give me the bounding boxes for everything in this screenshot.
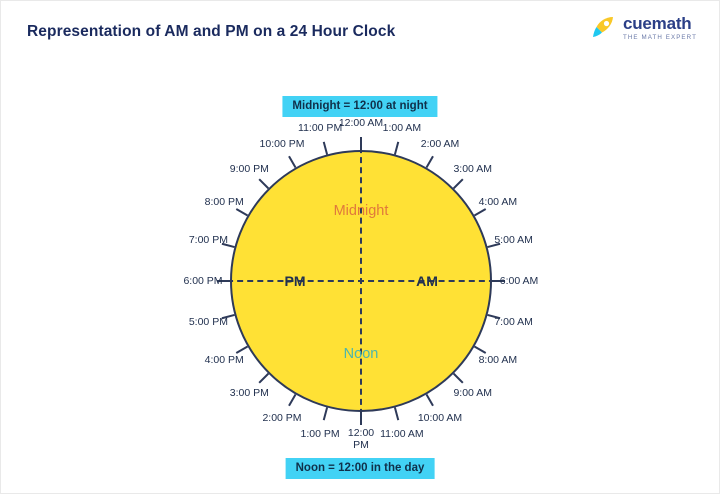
period-word-midnight: Midnight bbox=[333, 203, 389, 219]
hour-label: 5:00 AM bbox=[494, 234, 533, 247]
hour-tick bbox=[474, 346, 486, 354]
hour-label: 7:00 PM bbox=[188, 234, 228, 247]
hour-label: 4:00 AM bbox=[478, 195, 518, 208]
cuemath-logo bbox=[590, 15, 697, 41]
page-title: Representation of AM and PM on a 24 Hour Clock bbox=[27, 23, 396, 40]
banner-midnight: Midnight = 12:00 at night bbox=[282, 96, 437, 117]
logo-tagline: THE MATH EXPERT bbox=[622, 34, 697, 41]
hour-tick bbox=[323, 142, 328, 155]
logo-text-block bbox=[623, 15, 697, 41]
period-word-noon: Noon bbox=[343, 346, 379, 362]
hour-label: 9:00 AM bbox=[453, 386, 492, 399]
hour-tick bbox=[236, 346, 248, 354]
hour-tick bbox=[258, 373, 269, 384]
hour-label: 3:00 AM bbox=[453, 163, 492, 176]
hour-tick bbox=[474, 208, 486, 216]
hour-label: 6:00 AM bbox=[499, 274, 539, 287]
hour-label: 10:00 AM bbox=[417, 411, 463, 424]
hour-tick bbox=[453, 178, 464, 189]
hour-label: 12:00 AM bbox=[338, 116, 384, 129]
hour-label: 9:00 PM bbox=[229, 163, 269, 176]
quadrant-label: AM bbox=[416, 273, 438, 289]
hour-label: 1:00 AM bbox=[382, 122, 422, 135]
hour-label: 5:00 PM bbox=[188, 315, 228, 328]
hour-tick bbox=[426, 156, 434, 168]
banner-noon: Noon = 12:00 in the day bbox=[286, 458, 435, 479]
hour-label: 10:00 PM bbox=[259, 138, 305, 151]
hour-tick bbox=[394, 142, 399, 155]
vertical-divider-line bbox=[360, 137, 362, 425]
hour-tick bbox=[426, 394, 434, 406]
hour-label: 2:00 PM bbox=[262, 411, 302, 424]
hour-label: 2:00 AM bbox=[420, 138, 460, 151]
hour-label: 8:00 AM bbox=[478, 353, 518, 366]
hour-tick bbox=[288, 394, 296, 406]
hour-tick bbox=[236, 208, 248, 216]
hour-label: 8:00 PM bbox=[204, 195, 244, 208]
hour-label: 4:00 PM bbox=[204, 353, 244, 366]
hour-tick bbox=[394, 407, 399, 420]
quadrant-label: PM bbox=[284, 273, 306, 289]
hour-label: 11:00 AM bbox=[380, 427, 424, 440]
hour-label: 1:00 PM bbox=[300, 427, 340, 440]
rocket-icon bbox=[590, 15, 616, 41]
hour-tick bbox=[258, 178, 269, 189]
hour-label: 6:00 PM bbox=[183, 274, 223, 287]
hour-label: 3:00 PM bbox=[229, 386, 269, 399]
hour-tick bbox=[288, 156, 296, 168]
hour-tick bbox=[453, 373, 464, 384]
hour-tick bbox=[323, 407, 328, 420]
hour-label: 7:00 AM bbox=[494, 315, 533, 328]
logo-wordmark: cuemath bbox=[622, 14, 692, 33]
hour-label: 11:00 PM bbox=[298, 122, 343, 135]
hour-label: 12:00 PM bbox=[347, 426, 375, 451]
